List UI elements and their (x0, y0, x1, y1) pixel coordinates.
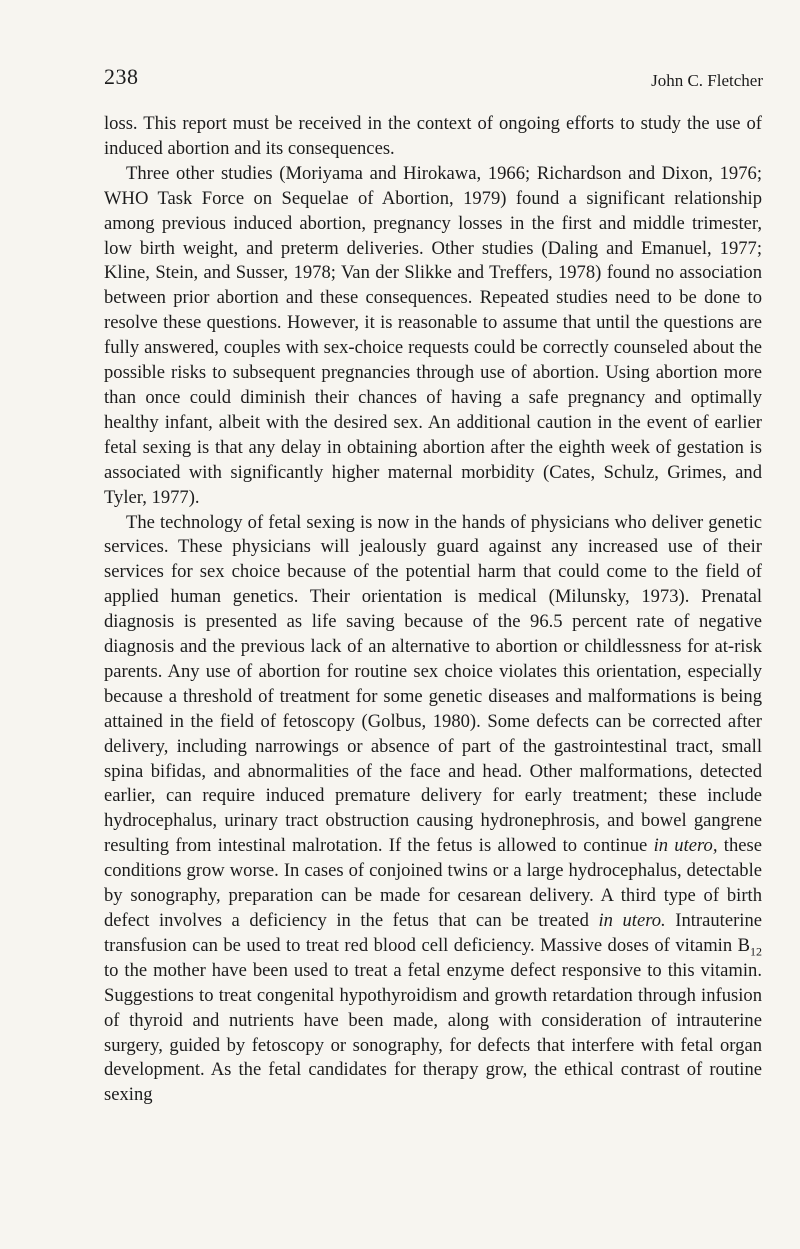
paragraph-text-segment: these conditions grow worse. In cases of conjoined twins or a large hydrocephalus, detectable by sonography, preparation can be made for cesarean delivery. A third type of birth defect involves a deficiency in the fetus that can be treated (104, 835, 762, 931)
vitamin-subscript: 12 (750, 944, 762, 959)
paragraph-fetal-sexing (104, 511, 762, 1109)
paragraph-continued: loss. This report must be received in the context of ongoing efforts to study the use of induced abortion and its consequences. (104, 113, 762, 159)
running-head-author: John C. Fletcher (651, 71, 763, 90)
page-number: 238 (104, 64, 139, 89)
paragraph-text-segment: to the mother have been used to treat a fetal enzyme defect responsive to this vitamin. Suggestions to treat congenital hypothyroidism and growth retardation through infusion of thyroid and nutrients have been made, along with consideration of intrauterine surgery, guided by fetoscopy or sonography, for defects that interfere with fetal organ development. As the fetal candidates for therapy grow, the ethical contrast of routine sexing (104, 959, 762, 1106)
italic-in-utero: in utero. (598, 910, 666, 931)
paragraph-text-segment: The technology of fetal sexing is now in the hands of physicians who deliver genetic services. These physicians will jealously guard against any increased use of their services for sex choice because of the potential harm that could come to the field of applied human genetics. Their orientation is medical (Milunsky, 1973). Prenatal diagnosis is presented as life saving because of the 96.5 percent rate of negative diagnosis and the previous lack of an alternative to abortion or childlessness for at-risk parents. Any use of abortion for routine sex choice violates this orientation, especially because a threshold of treatment for some genetic diseases and malformations is being attained in the field of fetoscopy (Golbus, 1980). Some defects can be corrected after delivery, including narrowings or absence of part of the gastrointestinal tract, small spina bifidas, and abnormalities of the face and head. Other malformations, detected earlier, can require induced premature delivery for early treatment; these include hydrocephalus, urinary tract obstruction causing hydronephrosis, and bowel gangrene resulting from intestinal malrotation. If the fetus is allowed to continue (104, 511, 762, 857)
italic-in-utero: in utero, (653, 835, 718, 857)
body-text (104, 112, 762, 1108)
paragraph-studies: Three other studies (Moriyama and Hirokawa, 1966; Richardson and Dixon, 1976; WHO Task Force on Sequelae of Abortion, 1979) found a significant relationship among previous induced abortion, pregnancy losses in the first and middle trimester, low birth weight, and preterm deliveries. Other studies (Daling and Emanuel, 1977; Kline, Stein, and Susser, 1978; Van der Slikke and Treffers, 1978) found no association between prior abortion and these consequences. Repeated studies need to be done to resolve these questions. However, it is reasonable to assume that until the questions are fully answered, couples with sex-choice requests could be correctly counseled about the possible risks to subsequent pregnancies through use of abortion. Using abortion more than once could diminish their chances of having a safe pregnancy and optimally healthy infant, albeit with the desired sex. An additional caution in the event of earlier fetal sexing is that any delay in obtaining abortion after the eighth week of gestation is associated with significantly higher maternal morbidity (Cates, Schulz, Grimes, and Tyler, 1977). (104, 162, 762, 508)
page-header (104, 64, 763, 98)
paragraph-text-segment: Intrauterine transfusion can be used to treat red blood cell deficiency. Massive doses of vitamin B (104, 910, 763, 956)
